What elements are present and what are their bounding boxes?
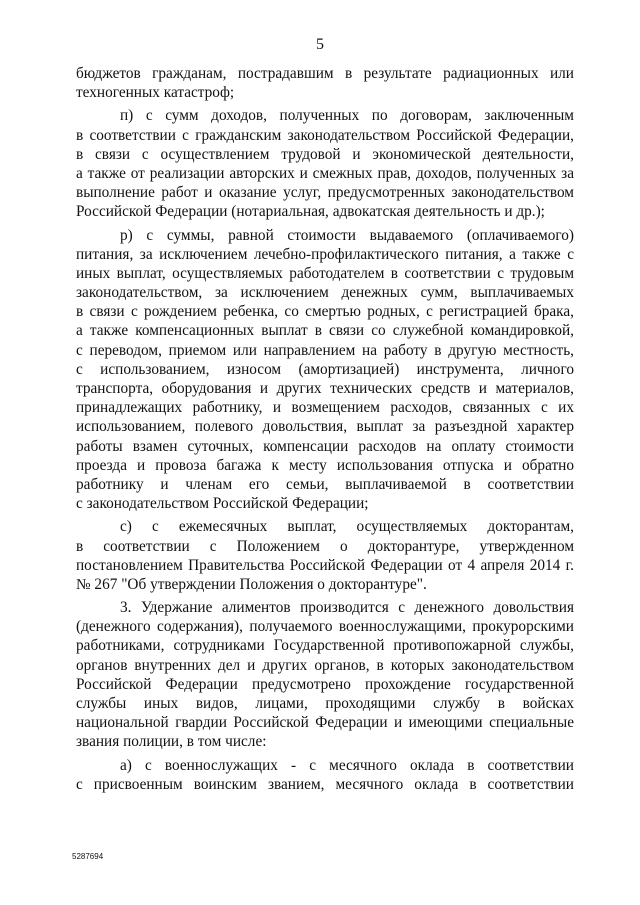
paragraph: [76, 756, 574, 794]
text-line: использованием, полевого довольствия, выплат за разъездной характер: [76, 418, 574, 436]
text-line: выполнение работ и оказание услуг, предусмотренных законодательством: [76, 184, 574, 202]
text-line: бюджетов гражданам, пострадавшим в результате радиационных или: [76, 65, 574, 82]
document-body: [76, 64, 574, 794]
text-line: проезда и провоза багажа к месту использования отпуска и обратно: [76, 456, 574, 474]
text-line: в связи с осуществлением трудовой и экономической деятельности,: [76, 145, 574, 163]
text-line: постановлением Правительства Российской Федерации от 4 апреля 2014 г.: [76, 556, 574, 574]
document-code: 5287694: [72, 852, 104, 861]
text-line: № 267 "Об утверждении Положения о докторантуре".: [76, 575, 427, 593]
text-line: транспорта, оборудования и других технических средств и материалов,: [76, 380, 574, 397]
text-line: п) с сумм доходов, полученных по договорам, заключенным: [120, 107, 574, 125]
text-line: работнику и членам его семьи, выплачиваемой в соответствии: [76, 475, 574, 493]
text-line: (денежного содержания), получаемого военнослужащими, прокурорскими: [76, 618, 574, 636]
text-line: службы иных видов, лицами, проходящими службу в войсках: [76, 695, 574, 712]
text-line: с законодательством Российской Федерации;: [76, 495, 369, 513]
paragraph: [76, 64, 574, 102]
text-line: иных выплат, осуществляемых работодателем в соответствии с трудовым: [76, 264, 574, 282]
text-line: питания, за исключением лечебно-профилактического питания, а также с: [76, 245, 574, 263]
text-line: с) с ежемесячных выплат, осуществляемых докторантам,: [120, 518, 574, 536]
text-line: а) с военнослужащих - с месячного оклада в соответствии: [120, 756, 574, 774]
paragraph: [76, 106, 574, 221]
text-line: в соответствии с гражданским законодательством Российской Федерации,: [76, 126, 574, 144]
text-line: работниками, сотрудниками Государственной противопожарной службы,: [76, 637, 574, 655]
paragraph: [76, 226, 574, 514]
text-line: 3. Удержание алиментов производится с денежного довольствия: [120, 599, 574, 617]
text-line: органов внутренних дел и других органов, в которых законодательством: [76, 656, 574, 674]
text-line: с переводом, приемом или направлением на работу в другую местность,: [76, 341, 574, 359]
text-line: а также от реализации авторских и смежных прав, доходов, полученных за: [76, 164, 574, 182]
text-line: с использованием, износом (амортизацией) инструмента, личного: [76, 360, 574, 378]
text-line: а также компенсационных выплат в связи со служебной командировкой,: [76, 322, 574, 340]
paragraph: [76, 598, 574, 752]
text-line: Российской Федерации (нотариальная, адвокатская деятельность и др.);: [76, 203, 545, 221]
text-line: техногенных катастроф;: [76, 84, 235, 102]
text-line: принадлежащих работнику, и возмещением расходов, связанных с их: [76, 399, 574, 417]
text-line: национальной гвардии Российской Федерации и имеющими специальные: [76, 714, 574, 732]
text-line: законодательством, за исключением денежных сумм, выплачиваемых: [76, 284, 574, 302]
text-line: работы взамен суточных, компенсации расходов на оплату стоимости: [76, 437, 574, 455]
text-line: с присвоенным воинским званием, месячного оклада в соответствии: [76, 775, 574, 793]
text-line: Российской Федерации предусмотрено прохождение государственной: [76, 675, 574, 693]
text-line: звания полиции, в том числе:: [76, 733, 267, 751]
text-line: р) с суммы, равной стоимости выдаваемого (оплачиваемого): [120, 226, 574, 244]
page-number: 5: [316, 36, 324, 53]
paragraph: [76, 517, 574, 594]
text-line: в связи с рождением ребенка, со смертью родных, с регистрацией брака,: [76, 303, 574, 321]
text-line: в соответствии с Положением о докторантуре, утвержденном: [76, 537, 574, 555]
